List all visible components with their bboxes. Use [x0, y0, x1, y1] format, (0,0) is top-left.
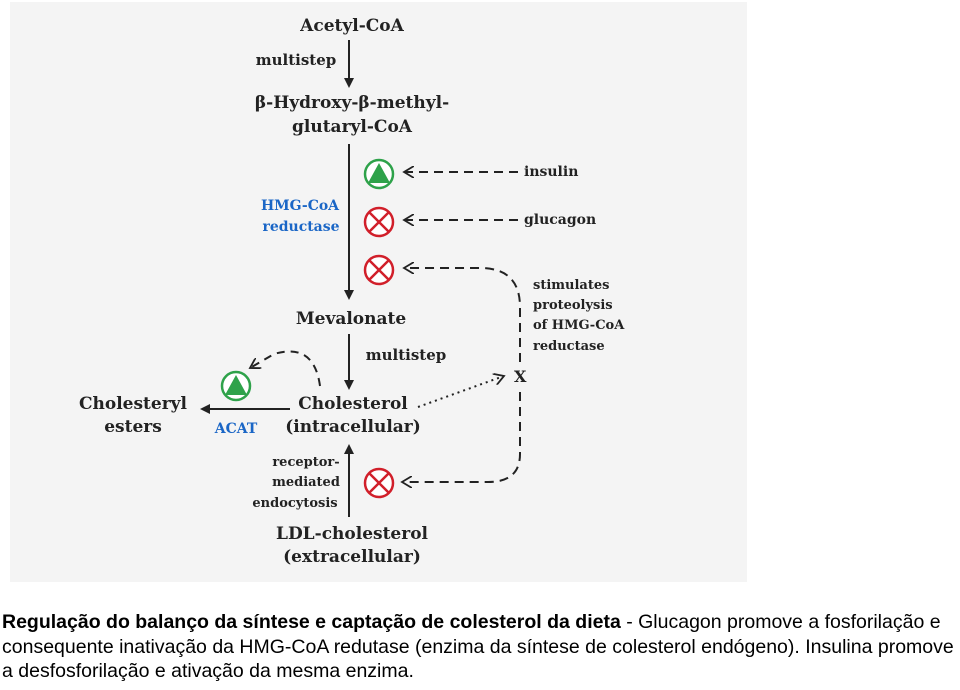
green-triangle-circle-icon: [365, 160, 393, 188]
stimulates-line1: stimulates: [533, 278, 610, 293]
red-x-circle-icon: [365, 208, 393, 236]
cholesterol-regulation-diagram: [10, 2, 747, 582]
enzyme-hmg-reductase-line1: HMG-CoA: [260, 198, 340, 214]
regulator-glucagon: glucagon: [524, 212, 597, 228]
enzyme-hmg-reductase-line2: reductase: [262, 219, 340, 235]
stimulates-line2: proteolysis: [533, 298, 613, 313]
step-multistep-bottom: multistep: [365, 346, 447, 364]
red-x-circle-icon: [365, 256, 393, 284]
stimulates-line4: reductase: [533, 339, 605, 354]
node-hmg-coa-line1: β-Hydroxy-β-methyl-: [254, 93, 450, 113]
red-x-circle-icon: [365, 469, 393, 497]
step-receptor-line1: receptor-: [272, 455, 340, 470]
node-ldl-line2: (extracellular): [283, 547, 421, 567]
caption-title: Regulação do balanço da síntese e captação de colesterol da dieta: [2, 611, 621, 633]
enzyme-acat: ACAT: [214, 421, 258, 437]
green-triangle-circle-icon: [222, 372, 250, 400]
stimulates-line3: of HMG-CoA: [533, 318, 625, 333]
regulator-x: X: [514, 367, 527, 386]
figure-caption: [2, 610, 958, 684]
node-cholesteryl-esters-line2: esters: [104, 417, 162, 437]
node-hmg-coa-line2: glutaryl-CoA: [292, 117, 412, 137]
node-ldl-line1: LDL-cholesterol: [275, 524, 429, 544]
regulator-insulin: insulin: [524, 164, 579, 180]
node-cholesterol-line2: (intracellular): [285, 417, 421, 437]
node-mevalonate: Mevalonate: [295, 309, 407, 329]
step-multistep-top: multistep: [255, 51, 337, 69]
node-cholesteryl-esters-line1: Cholesteryl: [78, 394, 188, 414]
step-receptor-line2: mediated: [272, 475, 340, 490]
node-acetyl-coa: Acetyl-CoA: [300, 16, 404, 36]
node-cholesterol-line1: Cholesterol: [298, 394, 408, 414]
caption-body: Glucagon promove a fosforilação e consequente inativação da HMG-CoA redutase (enzima da síntese de colesterol endógeno). Insulina promove a desfosforilação e ativação da mesma enzima.: [2, 611, 954, 682]
caption-separator: -: [620, 611, 639, 633]
step-receptor-line3: endocytosis: [252, 496, 338, 511]
